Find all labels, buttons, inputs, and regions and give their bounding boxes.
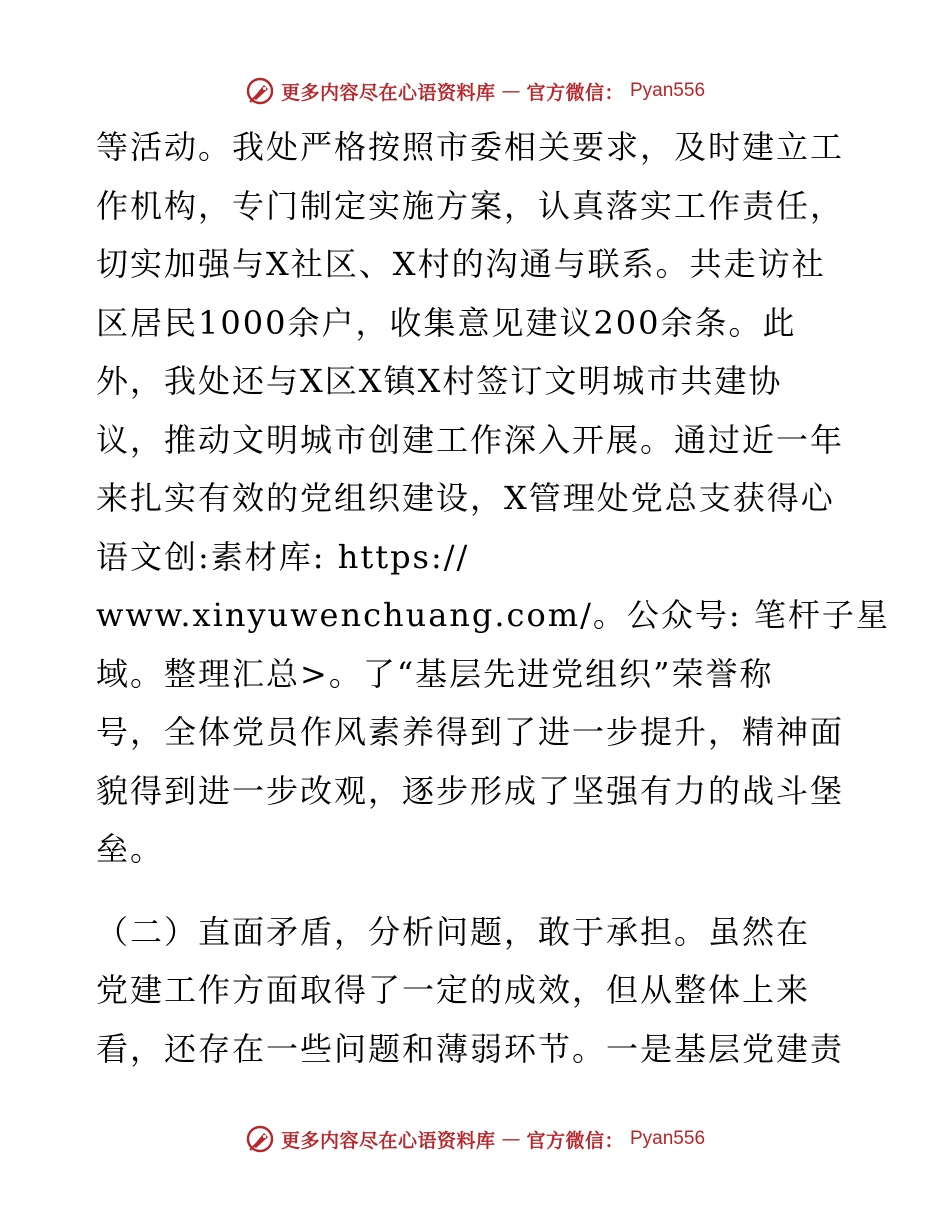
text-line: 语文创:素材库: https:// <box>96 537 470 576</box>
text-line: 貌得到进一步改观，逐步形成了坚强有力的战斗堡 <box>96 771 845 810</box>
text-line: 外，我处还与X区X镇X村签订文明城市共建协 <box>96 362 783 400</box>
header-wechat-id: Pyan556 <box>630 80 706 101</box>
footer-banner-content <box>245 1124 705 1154</box>
footer-banner-separator: — <box>501 1128 521 1150</box>
text-line: 作机构，专门制定实施方案，认真落实工作责任， <box>96 186 845 225</box>
paragraph-1 <box>96 118 890 879</box>
header-banner <box>0 74 950 108</box>
header-banner-text: 更多内容尽在心语资料库 <box>280 81 496 104</box>
footer-banner-text: 更多内容尽在心语资料库 <box>280 1129 496 1152</box>
header-banner-separator: — <box>501 80 521 102</box>
pen-nib-logo-icon <box>245 1124 275 1154</box>
text-line: 垒。 <box>96 830 165 868</box>
text-line: 域。整理汇总>。了“基层先进党组织”荣誉称 <box>96 654 774 693</box>
text-line: 看，还存在一些问题和薄弱环节。一是基层党建责 <box>96 1029 845 1068</box>
header-wechat-label: 官方微信： <box>526 81 624 104</box>
text-line: 区居民1000余户，收集意见建议200余条。此 <box>96 303 797 342</box>
paragraph-2 <box>96 903 856 1079</box>
text-line: （二）直面矛盾，分析问题，敢于承担。虽然在 <box>96 912 811 951</box>
pen-nib-logo-icon <box>245 76 275 106</box>
document-body <box>96 118 890 1078</box>
text-line: 来扎实有效的党组织建设，X管理处党总支获得心 <box>96 479 835 517</box>
text-line: 切实加强与X社区、X村的沟通与联系。共走访社 <box>96 245 826 283</box>
paragraph-gap <box>96 879 856 903</box>
text-line: 号，全体党员作风素养得到了进一步提升，精神面 <box>96 713 845 751</box>
text-line: www.xinyuwenchuang.com/。公众号: 笔杆子星 <box>96 596 890 634</box>
footer-wechat-label: 官方微信： <box>526 1129 624 1152</box>
footer-banner <box>0 1122 950 1156</box>
footer-wechat-id: Pyan556 <box>630 1128 706 1149</box>
text-line: 党建工作方面取得了一定的成效，但从整体上来 <box>96 971 811 1009</box>
text-line: 议，推动文明城市创建工作深入开展。通过近一年 <box>96 420 845 459</box>
text-line: 等活动。我处严格按照市委相关要求，及时建立工 <box>96 128 845 166</box>
header-banner-content <box>245 76 705 106</box>
